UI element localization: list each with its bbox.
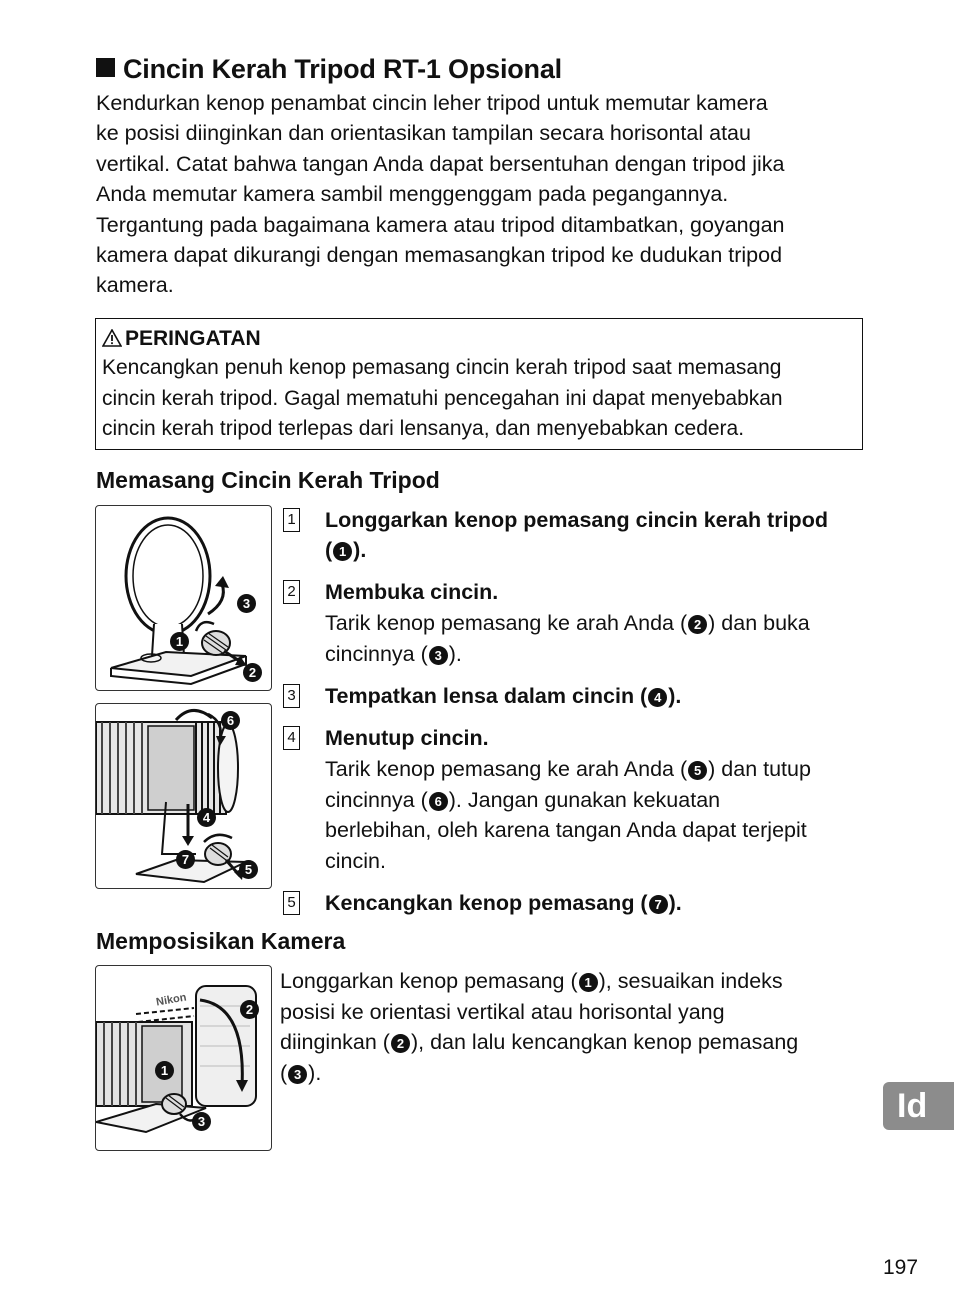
step-4-line: cincin.: [325, 848, 386, 873]
text: Kencangkan kenop pemasang (: [325, 891, 648, 915]
step-1-heading: [325, 505, 828, 565]
step-4-heading: Menutup cincin.: [325, 726, 489, 750]
callout-5: 5: [239, 860, 258, 879]
intro-paragraph: [96, 88, 876, 301]
callout-3: 3: [237, 594, 256, 613]
circled-number: 5: [688, 761, 707, 780]
text: Tempatkan lensa dalam cincin (: [325, 684, 648, 708]
step-2-body: [325, 608, 810, 669]
attach-heading: Memasang Cincin Kerah Tripod: [96, 467, 440, 493]
camera-rotate-illustration: [95, 965, 272, 1151]
collar-open-illustration: [95, 505, 272, 691]
circled-number: 3: [288, 1065, 307, 1084]
step-4: [283, 723, 883, 883]
circled-number: 7: [649, 895, 668, 914]
circled-number: 1: [579, 973, 598, 992]
text: ).: [668, 891, 682, 915]
step-5: [283, 888, 883, 922]
warning-line: cincin kerah tripod terlepas dari lensanya, dan menyebabkan cedera.: [102, 417, 745, 440]
callout-4: 4: [197, 808, 216, 827]
text: diinginkan (: [280, 1030, 390, 1054]
intro-line: Anda memutar kamera sambil menggenggam pada pegangannya.: [96, 182, 729, 207]
step-1-heading-line: Longgarkan kenop pemasang cincin kerah tripod: [325, 508, 828, 532]
circled-number: 2: [688, 615, 707, 634]
step-3: [283, 681, 883, 715]
text: ) dan buka: [708, 611, 810, 635]
warning-box: [95, 318, 863, 450]
step-1-heading-line-2: [325, 535, 828, 565]
step-2-heading: Membuka cincin.: [325, 580, 499, 604]
intro-line: vertikal. Catat bahwa tangan Anda dapat bersentuhan dengan tripod jika: [96, 151, 785, 176]
step-2: [283, 577, 883, 677]
text: ) dan tutup: [708, 757, 811, 781]
step-4-body: [325, 754, 811, 876]
step-number: 5: [283, 891, 300, 915]
step-number: 1: [283, 508, 300, 532]
text: cincinnya (: [325, 787, 428, 812]
step-3-heading: [325, 681, 681, 711]
position-heading: Memposisikan Kamera: [96, 928, 346, 954]
intro-line: Tergantung pada bagaimana kamera atau tripod ditambatkan, goyangan: [96, 212, 785, 237]
language-tab: Id: [883, 1082, 954, 1130]
intro-line: kamera dapat dikurangi dengan memasangkan tripod ke dudukan tripod: [96, 243, 783, 268]
step-number: 2: [283, 580, 300, 604]
step-2-line: [325, 639, 810, 670]
callout-7: 7: [176, 850, 195, 869]
circled-number: 1: [333, 542, 352, 561]
section-title: [96, 54, 562, 85]
text: Longgarkan kenop pemasang (: [280, 969, 578, 993]
warning-line: cincin kerah tripod. Gagal mematuhi pencegahan ini dapat menyebabkan: [102, 386, 783, 410]
warning-body: [102, 353, 862, 445]
step-number: 4: [283, 726, 300, 750]
step-5-heading: [325, 888, 682, 918]
callout-1: 1: [155, 1061, 174, 1080]
callout-6: 6: [221, 711, 240, 730]
text: ).: [448, 641, 462, 666]
circled-number: 4: [648, 688, 667, 707]
circled-number: 6: [429, 792, 448, 811]
lens-in-collar-illustration: [95, 703, 272, 889]
step-1: [283, 505, 883, 575]
step-4-line: [325, 754, 811, 785]
position-line: [280, 966, 798, 997]
position-line: posisi ke orientasi vertikal atau horisontal yang: [280, 999, 725, 1024]
warning-triangle-icon: [102, 329, 122, 347]
step-4-line: berlebihan, oleh karena tangan Anda dapat terjepit: [325, 818, 807, 842]
warning-line: Kencangkan penuh kenop pemasang cincin kerah tripod saat memasang: [102, 356, 782, 379]
callout-2: 2: [240, 1000, 259, 1019]
text: ). Jangan gunakan kekuatan: [448, 787, 721, 812]
section-title-text: Cincin Kerah Tripod RT-1 Opsional: [123, 54, 562, 84]
paren: (: [325, 538, 333, 562]
step-number: 3: [283, 684, 300, 708]
position-paragraph: [280, 966, 798, 1088]
warning-title: [102, 325, 862, 353]
step-4-line: [325, 785, 811, 816]
text: Tarik kenop pemasang ke arah Anda (: [325, 611, 688, 635]
callout-1: 1: [170, 632, 189, 651]
step-2-line: [325, 608, 810, 639]
square-bullet-icon: [96, 58, 115, 77]
text: ).: [668, 684, 682, 708]
nikon-logo-text: Nikon: [155, 991, 188, 1009]
intro-line: kamera.: [96, 273, 174, 298]
paren: ).: [353, 538, 367, 562]
text: ), sesuaikan indeks: [598, 969, 783, 993]
circled-number: 2: [391, 1034, 410, 1053]
callout-3: 3: [192, 1112, 211, 1131]
text: (: [280, 1060, 288, 1085]
page-number: 197: [883, 1256, 919, 1279]
text: Tarik kenop pemasang ke arah Anda (: [325, 757, 688, 781]
circled-number: 3: [429, 646, 448, 665]
text: ).: [308, 1060, 322, 1085]
callout-2: 2: [243, 663, 262, 682]
text: ), dan lalu kencangkan kenop pemasang: [410, 1030, 799, 1054]
position-line: [280, 1027, 798, 1058]
position-line: [280, 1058, 798, 1089]
warning-title-text: PERINGATAN: [125, 327, 261, 350]
intro-line: ke posisi diinginkan dan orientasikan tampilan secara horisontal atau: [96, 121, 751, 146]
text: cincinnya (: [325, 641, 428, 666]
intro-line: Kendurkan kenop penambat cincin leher tripod untuk memutar kamera: [96, 91, 768, 115]
